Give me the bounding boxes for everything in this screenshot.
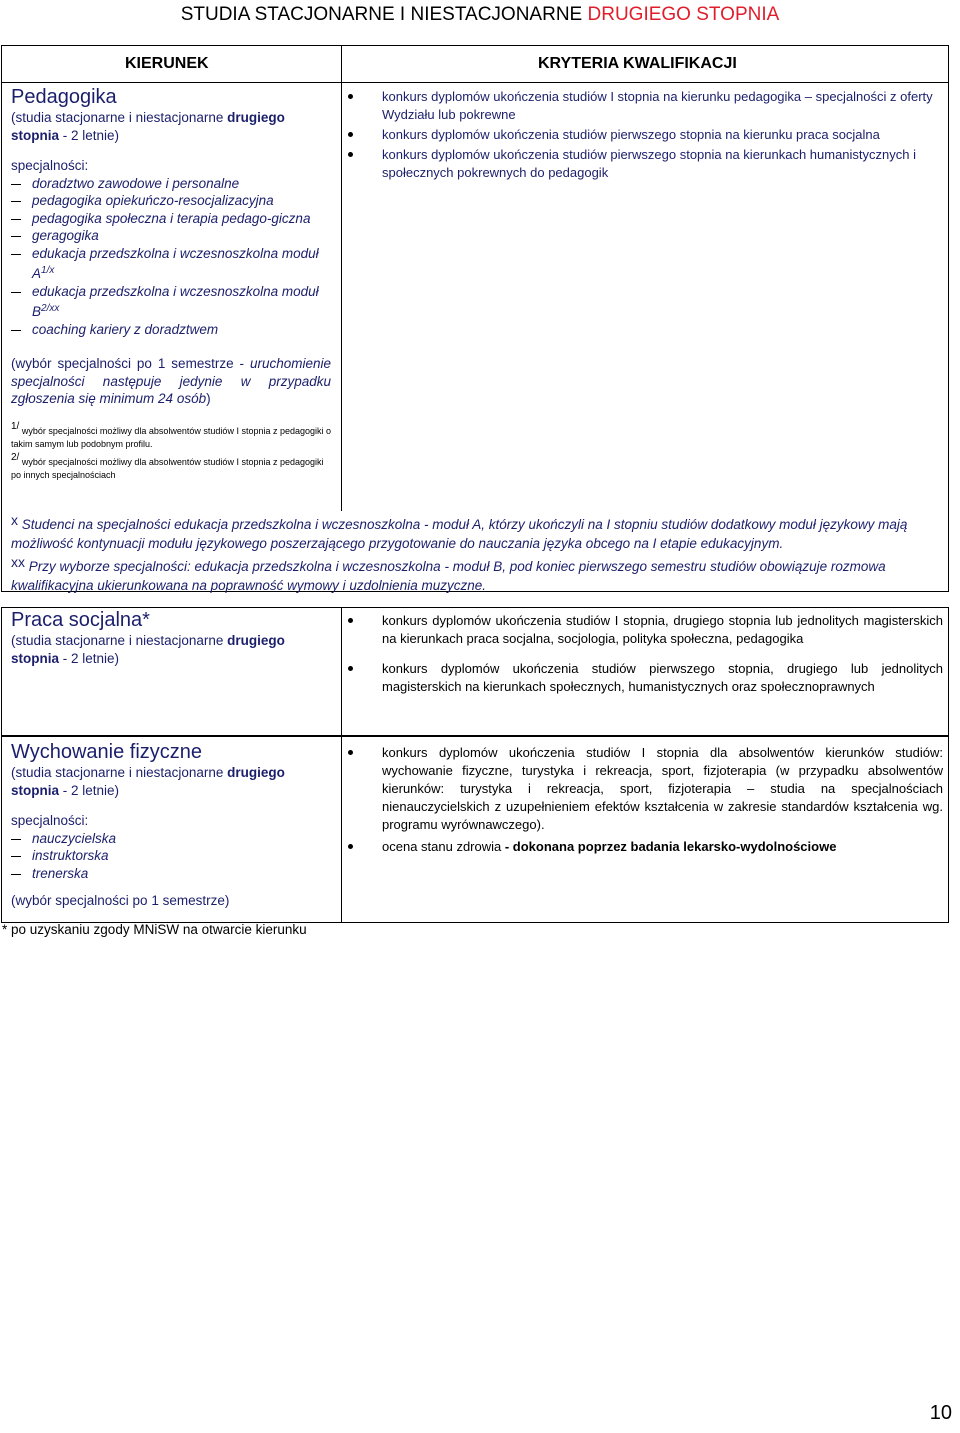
table-header-divider [1, 82, 949, 83]
footnote-1: 1/ wybór specjalności możliwy dla absolwentów studiów I stopnia z pedagogiki o takim samym lub podobnym profilu. [11, 420, 332, 449]
footnote-mnisw: * po uzyskaniu zgody MNiSW na otwarcie kierunku [2, 922, 307, 937]
list-item: pedagogika społeczna i terapia pedago-giczna [11, 210, 331, 228]
list-item: instruktorska [11, 847, 331, 865]
specialization-choice-note: (wybór specjalności po 1 semestrze - uruchomienie specjalności następuje jedynie w przypadku zgłoszenia się minimum 24 osób) [11, 356, 331, 406]
pedagogika-section [11, 86, 331, 482]
page-number: 10 [929, 1402, 952, 1424]
criteria-item: konkurs dyplomów ukończenia studiów I stopnia dla absolwentów kierunków studiów: wychowanie fizyczne, turystyka i rekreacja, sport, fizjoterapia (w przypadku absolwentów kierunków: turystyka i rekreacja, sport, fizjoterapia – studia na specjalnościach nienauczycielskich z uzupełnieniem efektów kształcenia w zakresie standardów kształcenia wg. programu wyrównawczego). [345, 744, 943, 834]
list-item: doradztwo zawodowe i personalne [11, 175, 331, 193]
specializations-label: specjalności: [11, 813, 89, 828]
specializations-label: specjalności: [11, 158, 89, 173]
program-name-praca: Praca socjalna* [11, 609, 150, 631]
column-divider [341, 736, 342, 923]
list-item: geragogika [11, 227, 331, 245]
program-mode: (studia stacjonarne i niestacjonarne drugiego stopnia - 2 letnie) [11, 110, 285, 143]
list-item: edukacja przedszkolna i wczesnoszkolna moduł $B^{2/xx}$ [11, 283, 331, 321]
program-name-pedagogika: Pedagogika [11, 86, 117, 108]
wf-section [11, 741, 331, 910]
praca-criteria [345, 612, 943, 698]
pedagogika-criteria [345, 88, 943, 184]
program-mode: (studia stacjonarne i niestacjonarne drugiego stopnia - 2 letnie) [11, 765, 285, 798]
page-title: STUDIA STACJONARNE I NIESTACJONARNE DRUGIEGO STOPNIA [180, 4, 780, 25]
criteria-item: ocena stanu zdrowia - dokonana poprzez badania lekarsko-wydolnościowe [345, 838, 943, 856]
criteria-item: konkurs dyplomów ukończenia studiów I stopnia na kierunku pedagogika – specjalności z oferty Wydziału lub pokrewne [345, 88, 943, 124]
list-item: nauczycielska [11, 830, 331, 848]
list-item: edukacja przedszkolna i wczesnoszkolna moduł $A^{1/x}$ [11, 245, 331, 283]
list-item: trenerska [11, 865, 331, 883]
column-header-kryteria: KRYTERIA KWALIFIKACJI [538, 55, 737, 72]
criteria-item: konkurs dyplomów ukończenia studiów pierwszego stopnia na kierunku praca socjalna [345, 126, 943, 144]
program-mode: (studia stacjonarne i niestacjonarne drugiego stopnia - 2 letnie) [11, 633, 285, 666]
criteria-item: konkurs dyplomów ukończenia studiów I stopnia, drugiego stopnia lub jednolitych magisterskich na kierunkach praca socjalna, socjologia, polityka społeczna, pedagogika [345, 612, 943, 648]
note-x: x Studenci na specjalności edukacja przedszkolna i wczesnoszkolna - moduł A, którzy ukończyli na I stopniu studiów dodatkowy moduł językowy mają możliwość kontynuacji modułu językowego poszerzającego przygotowanie do nauczania języka obcego na I etapie edukacyjnym. [11, 512, 908, 551]
list-item: coaching kariery z doradztwem [11, 321, 331, 339]
specializations-list [11, 175, 331, 339]
praca-section [11, 609, 331, 667]
column-header-kierunek: KIERUNEK [125, 55, 209, 72]
column-divider [341, 45, 342, 511]
criteria-item: konkurs dyplomów ukończenia studiów pierwszego stopnia, drugiego lub jednolitych magisterskich na kierunkach społecznych, humanistycznych oraz społecznoprawnych [345, 660, 943, 696]
program-name-wf: Wychowanie fizyczne [11, 741, 203, 763]
list-item: pedagogika opiekuńczo-resocjalizacyjna [11, 192, 331, 210]
specializations-list [11, 830, 331, 883]
notes-section [11, 511, 941, 595]
column-divider [341, 607, 342, 736]
specialization-choice-note: (wybór specjalności po 1 semestrze) [11, 893, 230, 908]
note-xx: xx Przy wyborze specjalności: edukacja przedszkolna i wczesnoszkolna - moduł B, pod koniec pierwszego semestru studiów obowiązuje rozmowa kwalifikacyjna ukierunkowana na poprawność wymowy i uzdolnienia muzyczne. [11, 554, 886, 593]
footnote-2: 2/ wybór specjalności możliwy dla absolwentów studiów I stopnia z pedagogiki po innych specjalnościach [11, 451, 324, 480]
criteria-item: konkurs dyplomów ukończenia studiów pierwszego stopnia na kierunkach humanistycznych i społecznych pokrewnych do pedagogik [345, 146, 943, 182]
wf-criteria [345, 744, 943, 858]
